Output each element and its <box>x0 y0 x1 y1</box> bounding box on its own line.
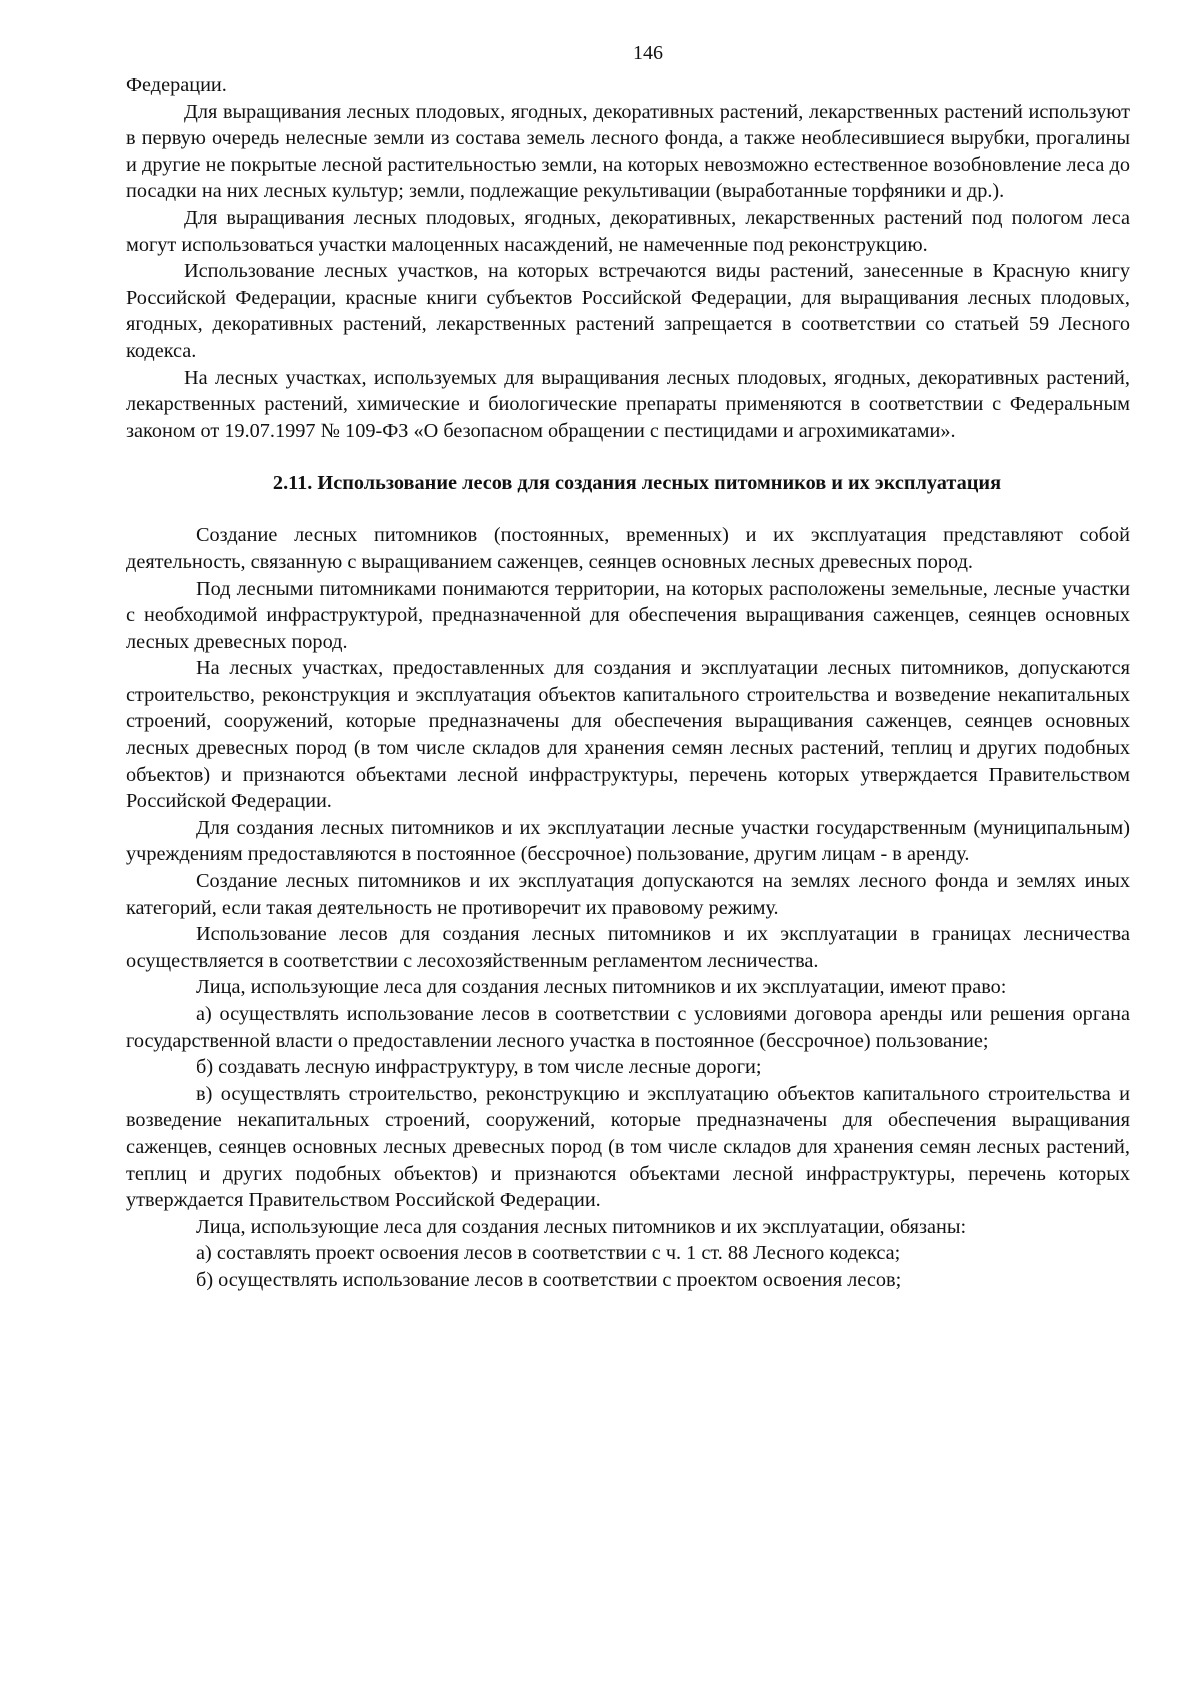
paragraph: Для выращивания лесных плодовых, ягодных, декоративных, лекарственных растений под пологом леса могут использоваться участки малоценных насаждений, не намеченные под реконструкцию. <box>126 206 1130 256</box>
paragraph: Для выращивания лесных плодовых, ягодных, декоративных растений, лекарственных растений используют в первую очередь нелесные земли из состава земель лесного фонда, а также необлесившиеся вырубки, прогалины и другие не покрытые лесной растительностью земли, на которых невозможно естественное возобновление леса до посадки на них лесных культур; земли, подлежащие рекультивации (выработанные торфяники и др.). <box>126 100 1130 203</box>
paragraph: Создание лесных питомников и их эксплуатация допускаются на землях лесного фонда и землях иных категорий, если такая деятельность не противоречит их правовому режиму. <box>126 870 1130 919</box>
section-heading: 2.11. Использование лесов для создания лесных питомников и их эксплуатация <box>272 472 1002 495</box>
list-item: в) осуществлять строительство, реконструкцию и эксплуатацию объектов капитального строительства и возведение некапитальных строений, сооружений, которые предназначены для обеспечения выращивания саженцев, сеянцев основных лесных древесных пород (в том числе складов для хранения семян лесных растений, теплиц и других подобных объектов) и признаются объектами лесной инфраструктуры, перечень которых утверждается Правительством Российской Федерации. <box>126 1082 1130 1212</box>
paragraph: Лица, использующие леса для создания лесных питомников и их эксплуатации, обязаны: <box>196 1215 967 1238</box>
paragraph: Лица, использующие леса для создания лесных питомников и их эксплуатации, имеют право: <box>196 976 1007 999</box>
paragraph: На лесных участках, используемых для выращивания лесных плодовых, ягодных, декоративных растений, лекарственных растений, химические и биологические препараты применяются в соответствии с Федеральным законом от 19.07.1997 № 109-ФЗ «О безопасном обращении с пестицидами и агрохимикатами». <box>126 366 1130 442</box>
page-number: 146 <box>633 42 663 64</box>
list-item: б) создавать лесную инфраструктуру, в том числе лесные дороги; <box>196 1056 762 1079</box>
paragraph: Создание лесных питомников (постоянных, временных) и их эксплуатация представляют собой деятельность, связанную с выращиванием саженцев, сеянцев основных лесных древесных пород. <box>126 524 1130 573</box>
document-page <box>126 40 1130 1294</box>
list-item: а) составлять проект освоения лесов в соответствии с ч. 1 ст. 88 Лесного кодекса; <box>196 1242 901 1265</box>
paragraph: Использование лесов для создания лесных питомников и их эксплуатации в границах лесничества осуществляется в соответствии с лесохозяйственным регламентом лесничества. <box>126 923 1130 972</box>
paragraph: На лесных участках, предоставленных для создания и эксплуатации лесных питомников, допускаются строительство, реконструкция и эксплуатация объектов капитального строительства и возведение некапитальных строений, сооружений, которые предназначены для обеспечения выращивания саженцев, сеянцев основных лесных древесных пород (в том числе складов для хранения семян лесных растений, теплиц и других подобных объектов) и признаются объектами лесной инфраструктуры, перечень которых утверждается Правительством Российской Федерации. <box>126 657 1130 813</box>
paragraph: Использование лесных участков, на которых встречаются виды растений, занесенные в Красную книгу Российской Федерации, красные книги субъектов Российской Федерации, для выращивания лесных плодовых, ягодных, декоративных растений, лекарственных растений запрещается в соответствии со статьей 59 Лесного кодекса. <box>126 260 1130 362</box>
paragraph: Под лесными питомниками понимаются территории, на которых расположены земельные, лесные участки с необходимой инфраструктурой, предназначенной для обеспечения выращивания саженцев, сеянцев основных лесных древесных пород. <box>126 577 1130 653</box>
paragraph: Для создания лесных питомников и их эксплуатации лесные участки государственным (муниципальным) учреждениям предоставляются в постоянное (бессрочное) пользование, другим лицам - в аренду. <box>126 816 1130 866</box>
paragraph: Федерации. <box>126 74 227 96</box>
list-item: б) осуществлять использование лесов в соответствии с проектом освоения лесов; <box>196 1268 902 1291</box>
list-item: а) осуществлять использование лесов в соответствии с условиями договора аренды или решения органа государственной власти о предоставлении лесного участка в постоянное (бессрочное) пользование; <box>126 1003 1130 1052</box>
